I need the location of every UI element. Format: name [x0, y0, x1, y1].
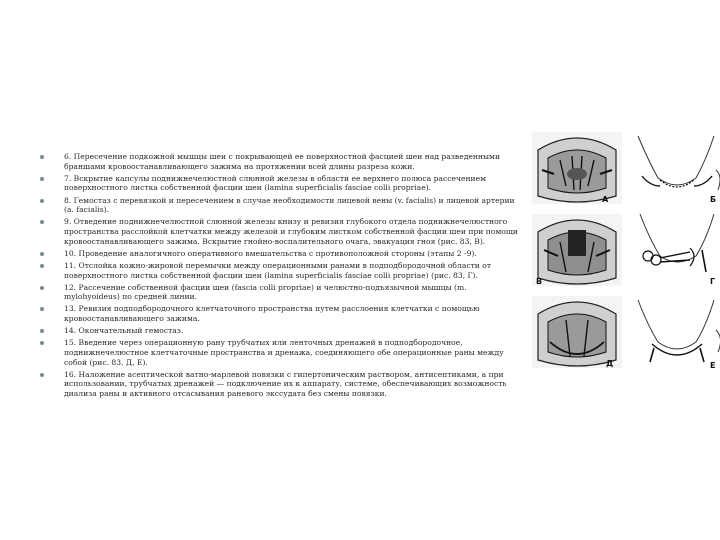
- panel-label-g: Г: [710, 277, 716, 286]
- panel-label-b: Б: [710, 195, 717, 204]
- bullet-icon: [40, 252, 44, 256]
- list-item: [40, 370, 518, 399]
- panel-label-e: Е: [710, 361, 716, 370]
- steps-list: [40, 152, 518, 399]
- list-item: [40, 152, 518, 171]
- step-text: 7. Вскрытие капсулы поднижнечелюстной слюнной железы в области ее верхнего полюса рассечением поверхностного листка собственной фасции шеи (lamina superficialis fasciae colli propriae).: [64, 173, 487, 193]
- bullet-icon: [40, 329, 44, 333]
- panel-e: [638, 300, 720, 370]
- panel-label-d: Д: [606, 359, 614, 368]
- bullet-icon: [40, 199, 44, 203]
- step-text: 15. Введение через операционную рану трубчатых или ленточных дренажей в подподбородочное, поднижнечелюстное клетчаточные пространства и дренажа, соединяющего обе операционные раны между собой (рис. 83, Д, Е).: [64, 338, 504, 367]
- bullet-icon: [40, 286, 44, 290]
- illustration-svg: [530, 130, 720, 375]
- step-text: 13. Ревизия подподбородочного клетчаточного пространства путем расслоения клетчатки с помощью кровоостанавливающего зажима.: [64, 304, 480, 324]
- bullet-icon: [40, 373, 44, 377]
- panel-label-v: В: [536, 277, 543, 286]
- panel-label-a: А: [602, 195, 609, 204]
- list-item: [40, 261, 518, 280]
- step-text: 10. Проведение аналогичного оперативного вмешательства с противоположной стороны (этапы 2 -9).: [64, 248, 477, 258]
- bullet-icon: [40, 341, 44, 345]
- panel-b: [638, 136, 720, 204]
- step-text: 11. Отслойка кожно-жировой перемычки между операционными ранами в подподбородочной области от поверхностного листка собственной фасции шеи (lamina superficialis fasciae colli propriae) (рис. 83, Г).: [64, 260, 492, 280]
- step-text: 16. Наложение асептической ватно-марлевой повязки с гипертоническим раствором, антисептиками, а при использовании, трубчатых дренажей — подключение их к аппарату, системе, обеспечивающих возможность диализа раны и активного отсасывания раневого экссудата без смены повязки.: [64, 369, 507, 398]
- step-text: 8. Гемостаз с перевязкой и пересечением в случае необходимости лицевой вены (v. facialis) и лицевой артерии (a. facialis).: [64, 195, 515, 215]
- list-item: [40, 326, 518, 336]
- step-text: 9. Отведение поднижнечелюстной слюнной железы книзу и ревизия глубокого отдела поднижнечелюстного пространства расслойкой клетчатки между железой и глубоким листком собственной фасции шеи при помощи кровоостанавливающего зажима. Вскрытие гнойно-воспалительного очага, эвакуация гноя (рис. 83, В).: [64, 217, 518, 246]
- panel-d: [532, 296, 622, 368]
- step-text: 6. Пересечение подкожной мышцы шеи с покрывающей ее поверхностной фасцией шеи над разведенными браншами кровоостанавливающего зажима на протяжении всей длины разреза кожи.: [64, 152, 501, 171]
- bullet-icon: [40, 264, 44, 268]
- list-item: [40, 196, 518, 215]
- list-item: [40, 217, 518, 246]
- bullet-icon: [40, 155, 44, 159]
- bullet-icon: [40, 307, 44, 311]
- bullet-icon: [40, 177, 44, 181]
- panel-v: [532, 214, 622, 286]
- list-item: [40, 304, 518, 323]
- list-item: [40, 283, 518, 302]
- bullet-icon: [40, 220, 44, 224]
- step-text: 12. Рассечение собственной фасции шеи (fascia colli propriae) и челюстно-подъязычной мышцы (m. mylohyoideus) по средней линии.: [64, 282, 467, 302]
- step-text: 14. Окончательный гемостаз.: [64, 326, 184, 336]
- panel-a: [532, 132, 622, 204]
- list-item: [40, 174, 518, 193]
- list-item: [40, 338, 518, 367]
- surgical-illustration: [530, 130, 720, 375]
- steps-text-column: [40, 152, 518, 401]
- list-item: [40, 249, 518, 259]
- panel-g: [640, 214, 715, 286]
